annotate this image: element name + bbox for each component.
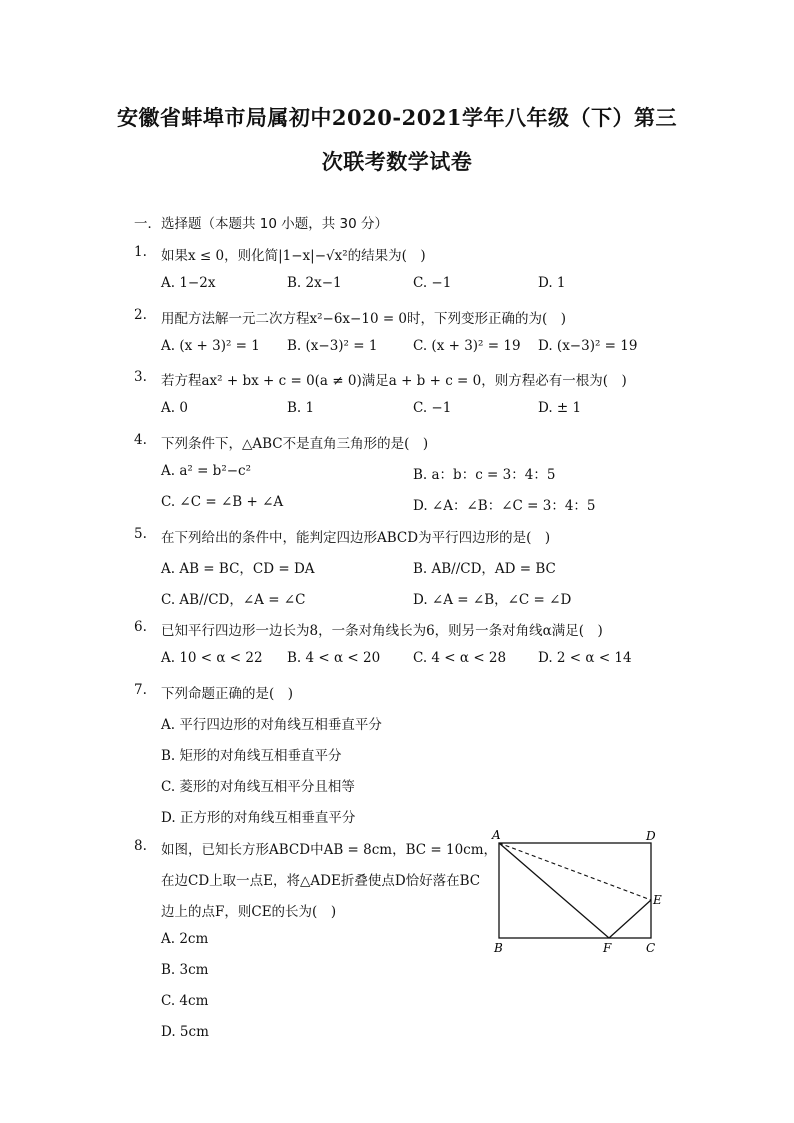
q3-option-d: D. ± 1 <box>538 400 582 416</box>
q7-stem: 下列命题正确的是( ) <box>161 686 294 702</box>
q8-rectangle-figure <box>488 826 668 956</box>
q1-option-c: C. −1 <box>413 275 452 291</box>
q2-number: 2. <box>134 307 147 323</box>
label-f: F <box>603 941 612 955</box>
q4-number: 4. <box>134 432 147 448</box>
label-b: B <box>494 941 503 955</box>
q5-option-a: A. AB = BC，CD = DA <box>161 561 315 577</box>
q1-number: 1. <box>134 244 147 260</box>
q3-stem: 若方程ax² + bx + c = 0(a ≠ 0)满足a + b + c = 0，则方程必有一根为( ) <box>161 373 627 389</box>
q8-stem-line-3: 边上的点F，则CE的长为( ) <box>161 904 337 920</box>
segment-ae-dashed <box>499 843 651 900</box>
q7-option-c: C. 菱形的对角线互相平分且相等 <box>161 779 355 795</box>
q4-option-b: B. a：b：c = 3：4：5 <box>413 467 556 483</box>
q8-option-c: C. 4cm <box>161 993 209 1009</box>
section-heading: 一．选择题（本题共 10 小题，共 30 分） <box>134 216 389 232</box>
q2-stem: 用配方法解一元二次方程x²−6x−10 = 0时，下列变形正确的为( ) <box>161 311 567 327</box>
q4-option-d: D. ∠A：∠B：∠C = 3：4：5 <box>413 498 596 514</box>
q1-stem: 如果x ≤ 0，则化简|1−x|−√x²的结果为( ) <box>161 248 426 264</box>
segment-af <box>499 843 609 938</box>
q4-option-a: A. a² = b²−c² <box>161 463 252 479</box>
q3-option-b: B. 1 <box>287 400 315 416</box>
q5-option-c: C. AB//CD，∠A = ∠C <box>161 592 306 608</box>
q1-option-d: D. 1 <box>538 275 566 291</box>
label-c: C <box>646 941 656 955</box>
q6-option-d: D. 2 < α < 14 <box>538 650 632 666</box>
q2-option-a: A. (x + 3)² = 1 <box>161 338 260 354</box>
q4-option-c: C. ∠C = ∠B + ∠A <box>161 494 284 510</box>
q1-option-a: A. 1−2x <box>161 275 216 291</box>
q2-option-b: B. (x−3)² = 1 <box>287 338 378 354</box>
q6-stem: 已知平行四边形一边长为8，一条对角线长为6，则另一条对角线α满足( ) <box>161 623 603 639</box>
q3-number: 3. <box>134 369 147 385</box>
q8-stem-line-1: 如图，已知长方形ABCD中AB = 8cm，BC = 10cm， <box>161 842 498 858</box>
q8-option-a: A. 2cm <box>161 931 209 947</box>
q6-option-a: A. 10 < α < 22 <box>161 650 263 666</box>
label-e: E <box>653 893 662 907</box>
q6-option-b: B. 4 < α < 20 <box>287 650 381 666</box>
q7-number: 7. <box>134 682 147 698</box>
q8-number: 8. <box>134 838 147 854</box>
q7-option-b: B. 矩形的对角线互相垂直平分 <box>161 748 342 764</box>
q7-option-a: A. 平行四边形的对角线互相垂直平分 <box>161 717 382 733</box>
q4-stem: 下列条件下，△ABC不是直角三角形的是( ) <box>161 436 429 452</box>
q6-option-c: C. 4 < α < 28 <box>413 650 507 666</box>
title-line-1: 安徽省蚌埠市局属初中2020-2021学年八年级（下）第三 <box>116 105 678 130</box>
label-d: D <box>646 829 656 843</box>
segment-fe <box>609 900 651 938</box>
q8-option-b: B. 3cm <box>161 962 209 978</box>
q5-option-b: B. AB//CD，AD = BC <box>413 561 556 577</box>
q5-option-d: D. ∠A = ∠B，∠C = ∠D <box>413 592 572 608</box>
label-a: A <box>492 828 501 842</box>
q7-option-d: D. 正方形的对角线互相垂直平分 <box>161 810 356 826</box>
q3-option-a: A. 0 <box>161 400 188 416</box>
q2-option-c: C. (x + 3)² = 19 <box>413 338 521 354</box>
q2-option-d: D. (x−3)² = 19 <box>538 338 638 354</box>
q5-stem: 在下列给出的条件中，能判定四边形ABCD为平行四边形的是( ) <box>161 530 551 546</box>
q8-stem-line-2: 在边CD上取一点E，将△ADE折叠使点D恰好落在BC <box>161 873 481 889</box>
rectangle-abcd <box>499 843 651 938</box>
q3-option-c: C. −1 <box>413 400 452 416</box>
q6-number: 6. <box>134 619 147 635</box>
q5-number: 5. <box>134 526 147 542</box>
title-line-2: 次联考数学试卷 <box>321 149 473 174</box>
q8-option-d: D. 5cm <box>161 1024 209 1040</box>
q1-option-b: B. 2x−1 <box>287 275 342 291</box>
